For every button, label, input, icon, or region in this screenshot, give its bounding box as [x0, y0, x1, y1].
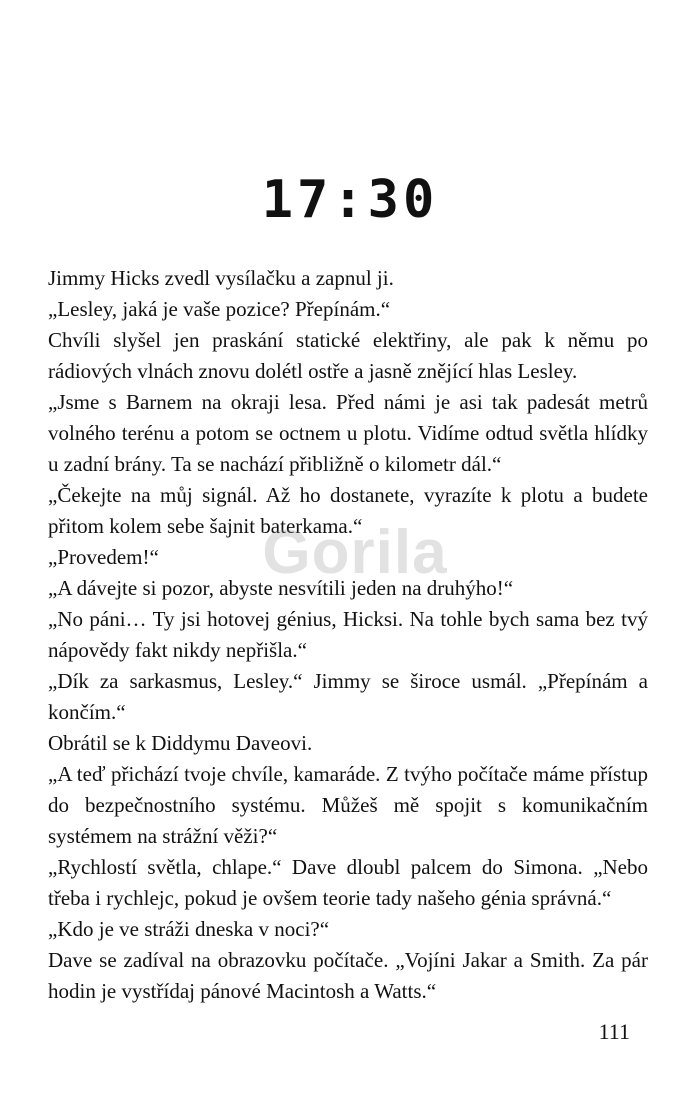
watermark-logo: Gorila — [262, 518, 448, 587]
paragraph: „No páni… Ty jsi hotovej génius, Hicksi. Na tohle bych sama bez tvý nápovědy fakt nikdy nepřišla.“ — [48, 607, 648, 662]
page-number: 111 — [598, 1019, 630, 1044]
paragraph: „A teď přichází tvoje chvíle, kamaráde. Z tvýho počítače máme přístup do bezpečnostního systému. Můžeš mě spojit s komunikačním systémem na strážní věži?“ — [48, 762, 648, 848]
paragraph: „Kdo je ve stráži dneska v noci?“ — [48, 917, 330, 941]
paragraph: „Jsme s Barnem na okraji lesa. Před námi je asi tak padesát metrů volného terénu a potom se octnem u plotu. Vidíme odtud světla hlídky u zadní brány. Ta se nachází přibližně o kilometr dál.“ — [48, 390, 648, 476]
chapter-heading-time: 17:30 — [261, 170, 439, 230]
paragraph: „Lesley, jaká je vaše pozice? Přepínám.“ — [48, 297, 391, 321]
paragraph: „Dík za sarkasmus, Lesley.“ Jimmy se široce usmál. „Přepínám a končím.“ — [48, 669, 648, 724]
body-text — [48, 263, 648, 1007]
paragraph: Chvíli slyšel jen praskání statické elektřiny, ale pak k němu po rádiových vlnách znovu dolétl ostře a jasně znějící hlas Lesley. — [48, 328, 648, 383]
paragraph: „Provedem!“ — [48, 545, 159, 569]
paragraph: „Rychlostí světla, chlape.“ Dave dloubl palcem do Simona. „Nebo třeba i rychlejc, pokud je ovšem teorie tady našeho génia správná.“ — [48, 855, 648, 910]
paragraph: Jimmy Hicks zvedl vysílačku a zapnul ji. — [48, 266, 394, 290]
paragraph: Dave se zadíval na obrazovku počítače. „Vojíni Jakar a Smith. Za pár hodin je vystřídaj pánové Macintosh a Watts.“ — [48, 948, 648, 1003]
paragraph: „A dávejte si pozor, abyste nesvítili jeden na druhýho!“ — [48, 576, 514, 600]
paragraph: „Čekejte na můj signál. Až ho dostanete, vyrazíte k plotu a budete přitom kolem sebe šajnit baterkama.“ — [48, 483, 648, 538]
paragraph: Obrátil se k Diddymu Daveovi. — [48, 731, 313, 755]
